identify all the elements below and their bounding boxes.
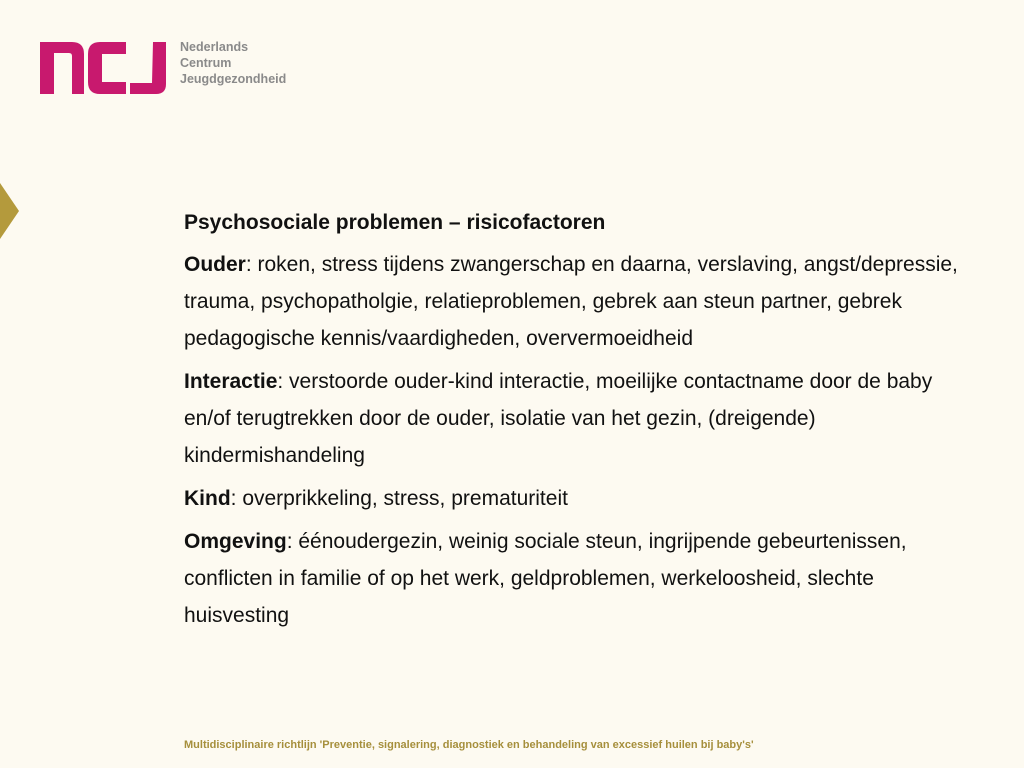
slide-body — [184, 208, 974, 640]
risk-description: : roken, stress tijdens zwangerschap en daarna, verslaving, angst/depressie, trauma, psychopatholgie, relatieproblemen, gebrek aan steun partner, gebrek pedagogische kennis/vaardigheden, oververmoeidheid — [184, 253, 958, 350]
risk-term: Omgeving — [184, 530, 287, 553]
ncj-logo — [40, 38, 286, 94]
risk-term: Kind — [184, 487, 231, 510]
risk-item-omgeving — [184, 523, 974, 634]
slide-heading: Psychosociale problemen – risicofactoren — [184, 211, 606, 234]
risk-term: Interactie — [184, 370, 278, 393]
risk-term: Ouder — [184, 253, 246, 276]
risk-item-interactie — [184, 363, 974, 474]
logo-line-1: Nederlands — [180, 40, 249, 54]
logo-wordmark — [180, 39, 286, 87]
risk-item-kind — [184, 480, 974, 517]
logo-line-3: Jeugdgezondheid — [180, 72, 287, 86]
slide-accent-arrow-icon — [0, 183, 19, 239]
logo-line-2: Centrum — [180, 56, 232, 70]
risk-item-ouder — [184, 246, 974, 357]
risk-description: : éénoudergezin, weinig sociale steun, ingrijpende gebeurtenissen, conflicten in familie of op het werk, geldproblemen, werkeloosheid, slechte huisvesting — [184, 530, 907, 627]
risk-description: : verstoorde ouder-kind interactie, moeilijke contactname door de baby en/of terugtrekken door de ouder, isolatie van het gezin, (dreigende) kindermishandeling — [184, 370, 933, 467]
slide-footer: Multidisciplinaire richtlijn 'Preventie, signalering, diagnostiek en behandeling van excessief huilen bij baby's' — [184, 739, 754, 751]
risk-description: : overprikkeling, stress, prematuriteit — [230, 487, 568, 510]
ncj-logo-mark — [40, 38, 168, 94]
